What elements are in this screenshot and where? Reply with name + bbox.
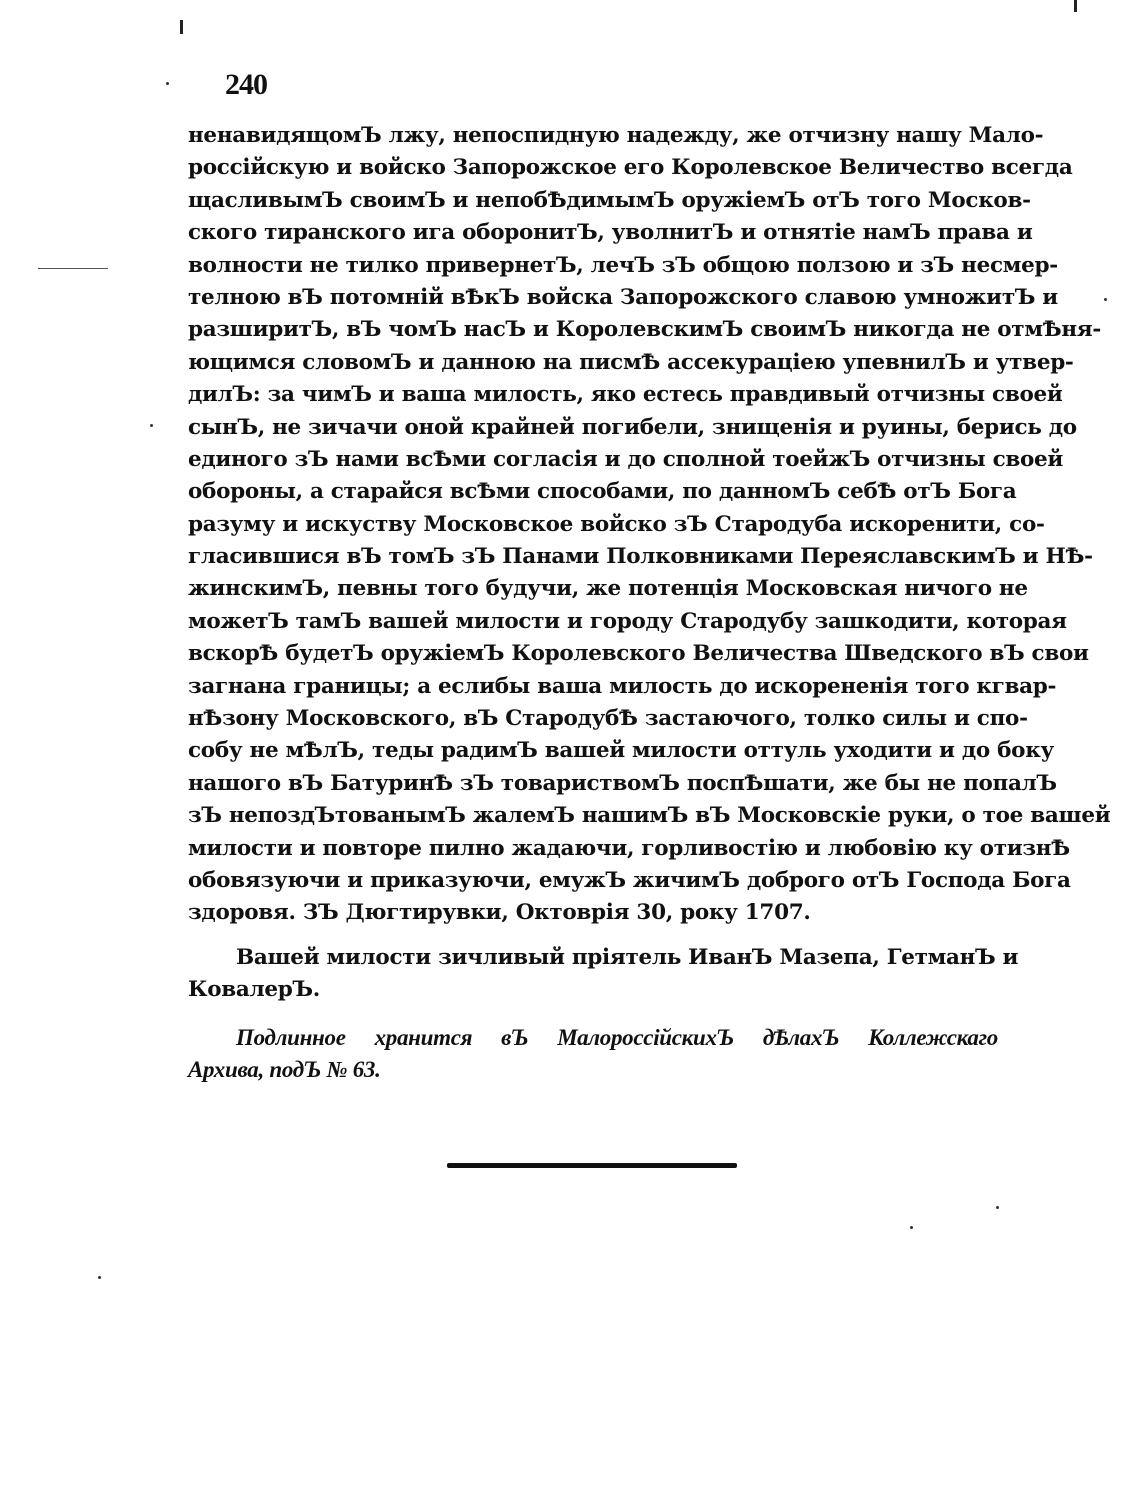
signature-block [188,942,1019,1007]
page-number: 240 [225,68,267,101]
scan-mark [1074,0,1077,12]
scan-speck [98,1276,101,1279]
body-line: гласившися вЪ томЪ зЪ Панами Полковниками ПереяславскимЪ и НѢ- [188,544,1093,570]
body-line: россійскую и войско Запорожское его Королевское Величество всегда [188,155,1073,181]
body-line: ненавидящомЪ лжу, непоспидную надежду, же отчизну нашу Мало- [188,123,1044,148]
scan-mark [180,20,183,34]
body-line: обороны, а старайся всѢми способами, по данномЪ себѢ отЪ Бога [188,479,1017,505]
scan-mark [38,268,108,269]
body-line: щасливымЪ своимЪ и непобѢдимымЪ оружіемЪ отЪ того Москов- [188,187,1031,213]
body-line: можетЪ тамЪ вашей милости и городу Стародубу зашкодити, которая [188,608,1067,634]
scan-speck [910,1226,913,1229]
scan-speck [996,1206,999,1209]
body-line: собу не мѢлЪ, теды радимЪ вашей милости оттуль уходити и до боку [188,738,1054,764]
body-line: нашого вЪ БатуринѢ зЪ товариствомЪ поспѢшати, же бы не попалЪ [188,770,1057,796]
body-line: сынЪ, не зичачи оной крайней погибели, знищенія и руины, берись до [188,414,1077,440]
body-line: дилЪ: за чимЪ и ваша милость, яко естесь правдивый отчизны своей [188,382,1063,408]
signature-line: КовалерЪ. [188,977,320,1003]
scan-speck [150,424,153,427]
body-line: нѢзону Московского, вЪ СтародубѢ застаючого, толко силы и спо- [188,706,1028,732]
body-line: единого зЪ нами всѢми согласія и до сполной тоейжЪ отчизны своей [188,446,1064,472]
body-line: милости и повторе пилно жадаючи, горливостію и любовію ку отизнѢ [188,835,1070,861]
body-line: разуму и искуству Московское войско зЪ Стародуба искоренити, со- [188,511,1045,537]
archive-note-line: Подлинное хранится вЪ МалороссійскихЪ дѢлахЪ Коллежскаго [236,1025,998,1050]
body-line: телною вЪ потомній вѢкЪ войска Запорожского славою умножитЪ и [188,284,1058,310]
body-line: ского тиранского ига оборонитЪ, уволнитЪ и отнятіе намЪ права и [188,220,1033,246]
archive-note [188,1022,998,1087]
scan-speck [166,82,169,85]
archive-note-line: Архива, подЪ № 63. [188,1057,381,1083]
scan-speck [1104,298,1107,301]
section-divider [447,1163,737,1168]
body-line: ющимся словомЪ и данною на писмѢ ассекураціею упевнилЪ и утвер- [188,349,1074,375]
body-line: волности не тилко привернетЪ, лечЪ зЪ общою ползою и зЪ несмер- [188,252,1058,278]
body-line: разширитЪ, вЪ чомЪ насЪ и КоролевскимЪ своимЪ никогда не отмѢня- [188,317,1101,343]
signature-line: Вашей милости зичливый пріятель ИванЪ Мазепа, ГетманЪ и [236,945,1019,970]
body-line: загнана границы; а еслибы ваша милость до искорененія того кгвар- [188,673,1057,699]
body-line: зЪ непоздЪтованымЪ жалемЪ нашимЪ вЪ Московскіе руки, о тое вашей [188,803,1111,829]
body-line: вскорѢ будетЪ оружіемЪ Королевского Величества Шведского вЪ свои [188,641,1089,667]
letter-body [188,120,1111,930]
body-line: жинскимЪ, певны того будучи, же потенція Московская ничого не [188,576,1028,602]
body-line-date: здоровя. ЗЪ Дюгтирувки, Октоврія 30, року 1707. [188,900,811,926]
body-line: обовязуючи и приказуючи, емужЪ жичимЪ доброго отЪ Господа Бога [188,867,1071,893]
